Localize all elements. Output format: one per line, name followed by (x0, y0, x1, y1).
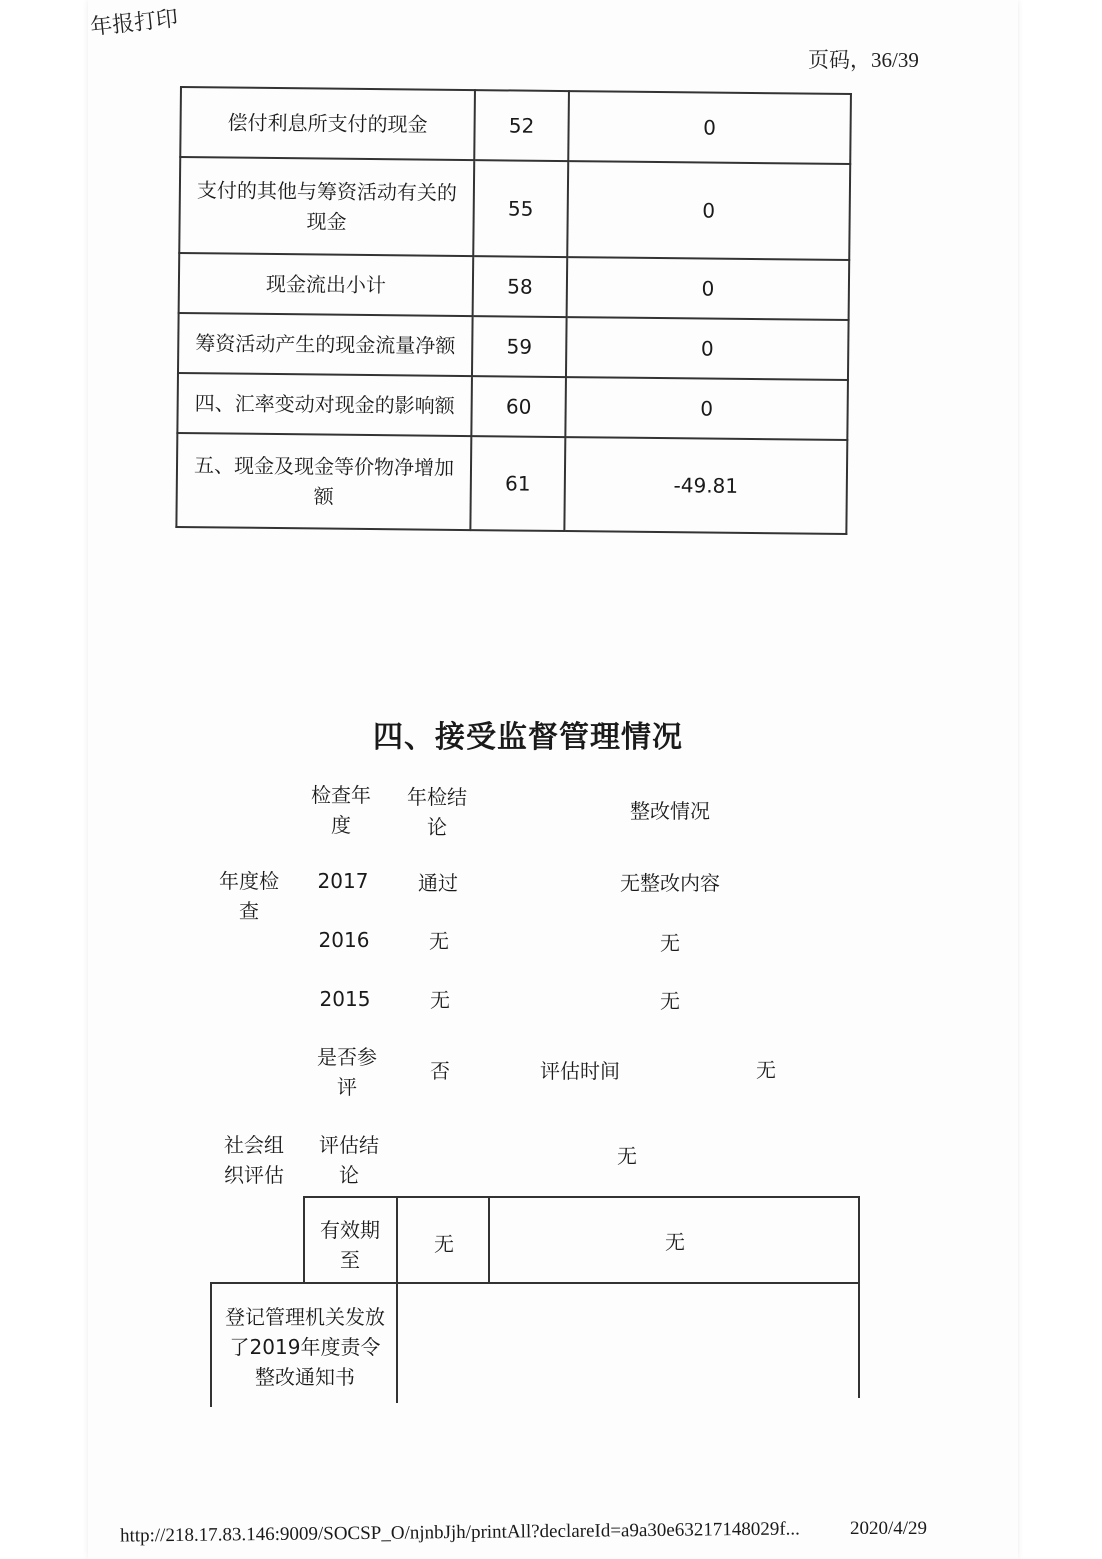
grid-line (210, 1282, 860, 1284)
grid-line (858, 1196, 860, 1398)
cash-flow-line: 55 (473, 160, 568, 257)
evaluation-conclusion-label: 评估结论 (319, 1133, 379, 1187)
header-check-year: 检查年度 (311, 783, 371, 837)
cash-flow-item: 筹资活动产生的现金流量净额 (178, 313, 473, 376)
check-rectification: 无 (660, 931, 680, 955)
check-rectification: 无 (660, 989, 680, 1013)
grid-line (210, 1283, 212, 1407)
cash-flow-value: 0 (565, 377, 848, 440)
evaluation-label: 社会组织评估 (224, 1133, 284, 1187)
valid-until-extra: 无 (665, 1230, 685, 1254)
table-row (176, 433, 847, 534)
check-year: 2015 (319, 987, 371, 1011)
table-row (180, 87, 851, 164)
cash-flow-value: 0 (566, 317, 849, 380)
evaluation-time-label: 评估时间 (540, 1059, 620, 1083)
header-rectification: 整改情况 (630, 799, 710, 823)
footer-url: http://218.17.83.146:9009/SOCSP_O/njnbJjh/printAll?declareId=a9a30e63217148029f... (119, 1518, 800, 1547)
annual-check-label: 年度检查 (219, 869, 279, 923)
participated-label: 是否参评 (317, 1045, 377, 1099)
check-conclusion: 通过 (418, 871, 458, 895)
header-check-conclusion: 年检结论 (407, 785, 467, 839)
table-row (179, 157, 850, 260)
cash-flow-item: 四、汇率变动对现金的影响额 (177, 373, 472, 436)
cash-flow-line: 58 (473, 256, 568, 317)
check-conclusion: 无 (429, 929, 449, 953)
print-label: 年报打印 (89, 6, 180, 41)
grid-line (488, 1197, 490, 1283)
table-row (177, 373, 848, 440)
table-row (179, 253, 850, 320)
cash-flow-value: 0 (567, 257, 850, 320)
valid-until-label: 有效期至 (320, 1218, 380, 1272)
cash-flow-line: 59 (472, 316, 567, 377)
cash-flow-value: 0 (567, 161, 850, 260)
evaluation-conclusion-value: 无 (617, 1144, 637, 1168)
cash-flow-line: 52 (474, 90, 569, 161)
footer-date: 2020/4/29 (850, 1518, 928, 1539)
check-year: 2017 (317, 869, 369, 893)
participated-value: 否 (430, 1059, 450, 1083)
cash-flow-item: 支付的其他与筹资活动有关的现金 (179, 157, 474, 256)
cash-flow-item: 偿付利息所支付的现金 (180, 87, 475, 160)
cash-flow-item: 五、现金及现金等价物净增加额 (176, 433, 471, 530)
grid-line (396, 1197, 398, 1403)
cash-flow-item: 现金流出小计 (179, 253, 474, 316)
grid-line (303, 1196, 859, 1198)
page-number: 页码，36/39 (808, 48, 919, 72)
grid-line (303, 1196, 305, 1284)
check-year: 2016 (318, 928, 370, 952)
cash-flow-table (175, 86, 852, 535)
check-rectification: 无整改内容 (620, 871, 720, 895)
cash-flow-value: 0 (568, 91, 851, 164)
cash-flow-line: 61 (470, 436, 565, 531)
table-row (178, 313, 849, 380)
cash-flow-value: -49.81 (564, 437, 847, 534)
valid-until-value: 无 (434, 1232, 454, 1256)
cash-flow-line: 60 (471, 376, 566, 437)
rectification-notice-label: 登记管理机关发放了2019年度责令整改通知书 (225, 1305, 385, 1389)
evaluation-time-value: 无 (756, 1058, 776, 1082)
section-title: 四、接受监督管理情况 (373, 720, 683, 755)
check-conclusion: 无 (430, 988, 450, 1012)
